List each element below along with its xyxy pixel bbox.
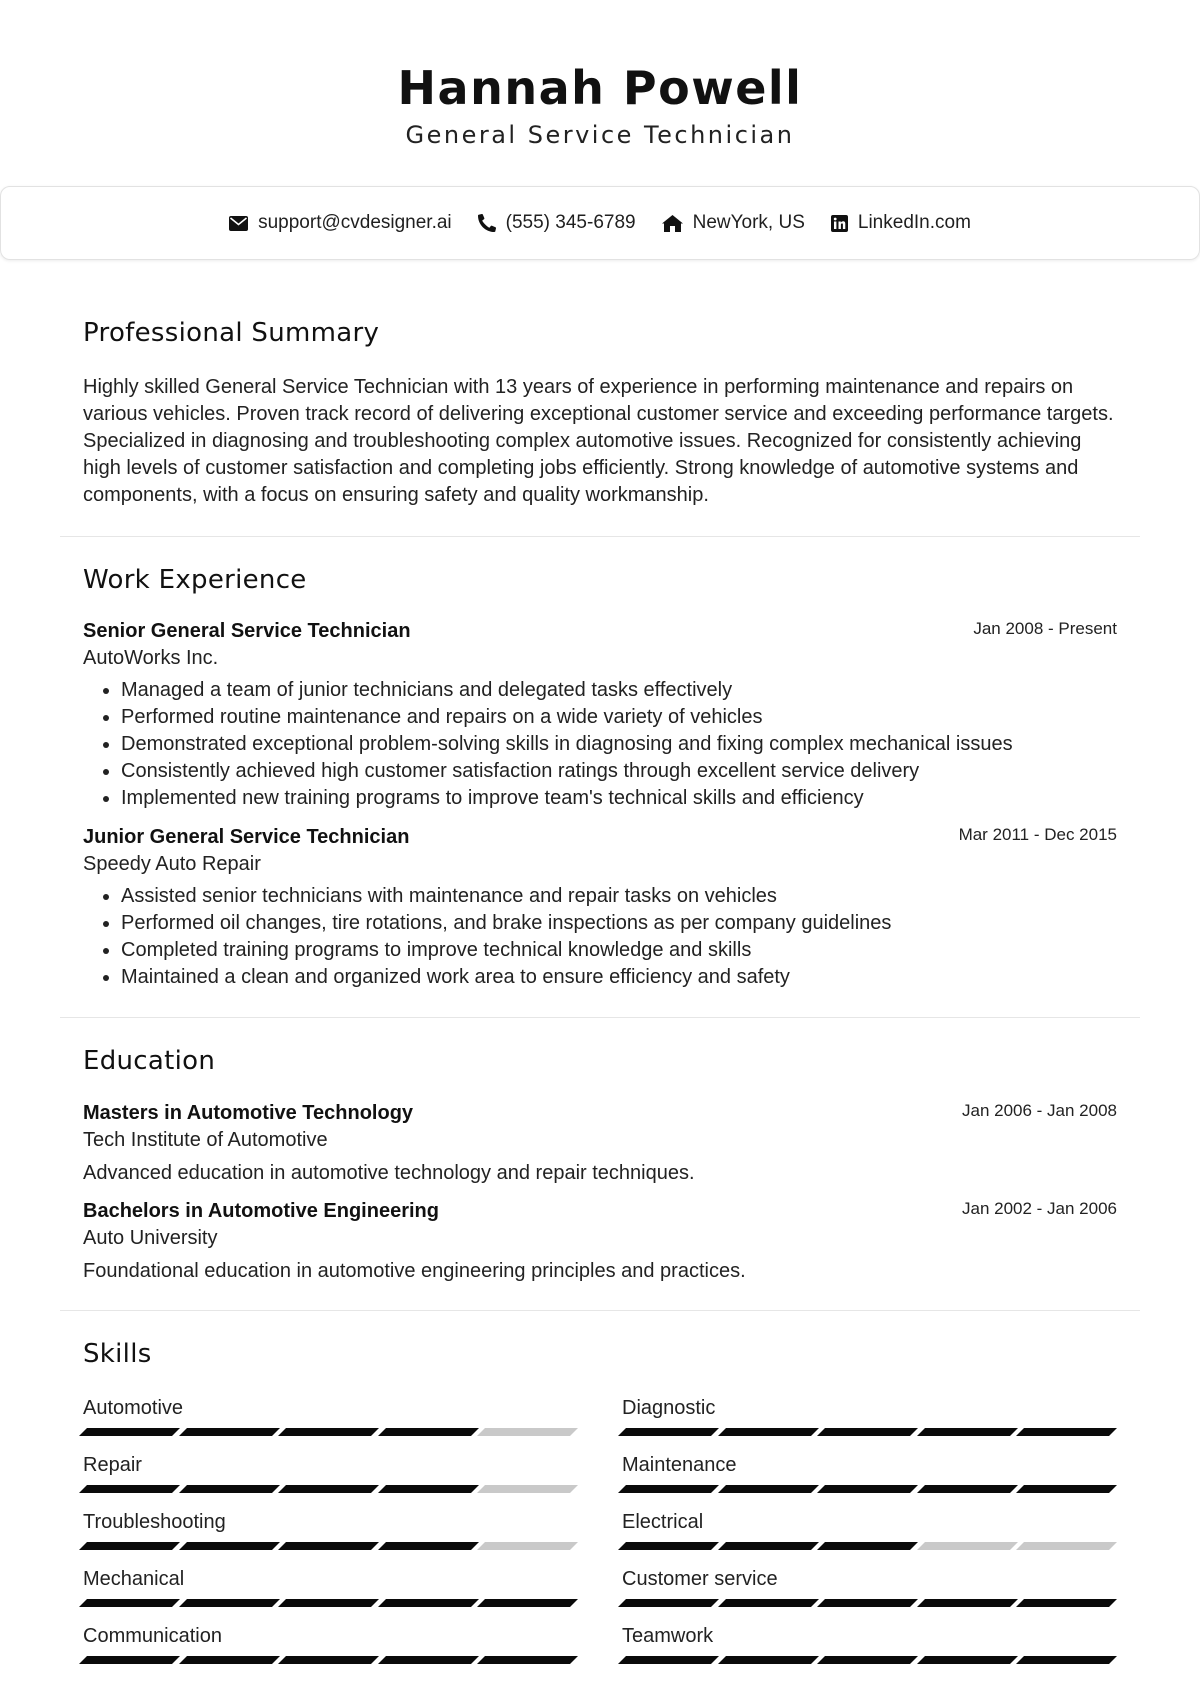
- skill-name: Communication: [83, 1625, 222, 1647]
- skill-level-segment: [378, 1656, 479, 1664]
- job-company: Speedy Auto Repair: [83, 853, 261, 875]
- skill-level-segment: [618, 1656, 719, 1664]
- skill-name: Mechanical: [83, 1568, 185, 1590]
- skill-level-bar: [83, 1428, 574, 1436]
- skill-name: Troubleshooting: [83, 1511, 226, 1533]
- skill-level-segment: [718, 1542, 819, 1550]
- skill-level-segment: [179, 1656, 280, 1664]
- skill-level-segment: [917, 1599, 1018, 1607]
- skill-level-segment: [1016, 1656, 1117, 1664]
- skill-item: [83, 1509, 574, 1566]
- skill-level-segment: [378, 1428, 479, 1436]
- skill-level-segment: [718, 1656, 819, 1664]
- list-item: • Performed oil changes, tire rotations, and brake inspections as per company guidelines: [121, 910, 1117, 937]
- list-item: • Consistently achieved high customer satisfaction ratings through excellent service delivery: [121, 758, 1117, 785]
- skill-name: Automotive: [83, 1397, 184, 1419]
- list-item: • Demonstrated exceptional problem-solving skills in diagnosing and fixing complex mechanical issues: [121, 731, 1117, 758]
- contact-location: [662, 212, 805, 234]
- skill-level-segment: [618, 1542, 719, 1550]
- skill-level-bar: [83, 1485, 574, 1493]
- skill-level-segment: [817, 1485, 918, 1493]
- education-section: [60, 1018, 1140, 1310]
- school-name: Tech Institute of Automotive: [83, 1129, 328, 1151]
- education-description: Foundational education in automotive engineering principles and practices.: [83, 1260, 746, 1282]
- job-bullets: [83, 883, 1117, 991]
- skill-level-segment: [378, 1485, 479, 1493]
- phone-icon: [478, 214, 496, 232]
- skill-level-segment: [917, 1656, 1018, 1664]
- skill-level-segment: [817, 1428, 918, 1436]
- skill-level-segment: [817, 1542, 918, 1550]
- skill-name: Teamwork: [622, 1625, 714, 1647]
- home-icon: [662, 215, 683, 232]
- skill-level-segment: [79, 1599, 180, 1607]
- skill-level-segment: [817, 1656, 918, 1664]
- candidate-name: Hannah Powell: [397, 61, 803, 115]
- skill-name: Electrical: [622, 1511, 704, 1533]
- job-date: Jan 2008 - Present: [973, 619, 1117, 638]
- skill-item: [83, 1623, 574, 1680]
- degree-title: Bachelors in Automotive Engineering: [83, 1200, 439, 1222]
- summary-heading: Professional Summary: [83, 318, 380, 348]
- skill-level-segment: [378, 1542, 479, 1550]
- summary-section: [60, 300, 1140, 536]
- education-entry: [83, 1100, 1117, 1186]
- skill-item: [83, 1395, 574, 1452]
- education-date: Jan 2006 - Jan 2008: [961, 1101, 1117, 1120]
- skill-level-segment: [179, 1542, 280, 1550]
- skill-level-segment: [477, 1428, 578, 1436]
- skill-level-segment: [278, 1599, 379, 1607]
- skill-item: [622, 1623, 1113, 1680]
- skill-level-segment: [718, 1599, 819, 1607]
- skill-level-bar: [622, 1428, 1113, 1436]
- education-entry: [83, 1198, 1117, 1284]
- skill-item: [622, 1566, 1113, 1623]
- skills-section: [60, 1311, 1140, 1680]
- skill-level-segment: [79, 1542, 180, 1550]
- skill-level-segment: [917, 1485, 1018, 1493]
- skill-level-segment: [477, 1485, 578, 1493]
- phone-text: (555) 345-6789: [505, 212, 636, 233]
- experience-heading: Work Experience: [83, 565, 307, 595]
- skill-level-bar: [622, 1485, 1113, 1493]
- list-item: • Completed training programs to improve technical knowledge and skills: [121, 937, 1117, 964]
- skill-level-segment: [618, 1599, 719, 1607]
- education-heading: Education: [83, 1046, 216, 1076]
- skill-level-segment: [917, 1542, 1018, 1550]
- skill-name: Maintenance: [622, 1454, 737, 1476]
- list-item: • Managed a team of junior technicians and delegated tasks effectively: [121, 677, 1117, 704]
- skill-level-segment: [718, 1485, 819, 1493]
- skill-item: [622, 1452, 1113, 1509]
- skill-level-bar: [622, 1599, 1113, 1607]
- job-date: Mar 2011 - Dec 2015: [958, 825, 1117, 844]
- skill-item: [83, 1452, 574, 1509]
- location-text: NewYork, US: [692, 212, 805, 233]
- skill-level-segment: [917, 1428, 1018, 1436]
- skill-level-bar: [622, 1656, 1113, 1664]
- skill-level-segment: [1016, 1428, 1117, 1436]
- skill-level-segment: [179, 1599, 280, 1607]
- skill-level-segment: [618, 1428, 719, 1436]
- skill-item: [622, 1395, 1113, 1452]
- skill-level-segment: [179, 1485, 280, 1493]
- list-item: • Implemented new training programs to improve team's technical skills and efficiency: [121, 785, 1117, 812]
- contact-phone[interactable]: [478, 212, 636, 234]
- list-item: • Assisted senior technicians with maintenance and repair tasks on vehicles: [121, 883, 1117, 910]
- skill-level-bar: [83, 1656, 574, 1664]
- contact-linkedin[interactable]: [831, 212, 971, 234]
- skill-name: Customer service: [622, 1568, 778, 1590]
- skill-level-segment: [179, 1428, 280, 1436]
- experience-section: [60, 537, 1140, 1017]
- list-item: • Performed routine maintenance and repairs on a wide variety of vehicles: [121, 704, 1117, 731]
- skills-heading: Skills: [83, 1339, 152, 1369]
- job-bullets: [83, 677, 1117, 812]
- skill-level-segment: [718, 1428, 819, 1436]
- skill-level-segment: [477, 1599, 578, 1607]
- skill-item: [83, 1566, 574, 1623]
- skill-level-segment: [477, 1656, 578, 1664]
- skill-level-segment: [278, 1542, 379, 1550]
- skill-level-segment: [278, 1656, 379, 1664]
- skill-name: Repair: [83, 1454, 142, 1476]
- skill-level-segment: [378, 1599, 479, 1607]
- job-entry: [83, 618, 1117, 812]
- candidate-title: General Service Technician: [405, 121, 795, 149]
- skill-level-segment: [817, 1599, 918, 1607]
- linkedin-icon: [831, 215, 848, 232]
- contact-email[interactable]: [229, 212, 452, 234]
- skill-level-segment: [618, 1485, 719, 1493]
- skill-level-segment: [79, 1428, 180, 1436]
- job-company: AutoWorks Inc.: [83, 647, 219, 669]
- skill-level-segment: [278, 1485, 379, 1493]
- skill-level-segment: [79, 1656, 180, 1664]
- list-item: • Maintained a clean and organized work area to ensure efficiency and safety: [121, 964, 1117, 991]
- education-date: Jan 2002 - Jan 2006: [961, 1199, 1117, 1218]
- skill-level-bar: [83, 1599, 574, 1607]
- skill-level-segment: [278, 1428, 379, 1436]
- resume-header: [0, 0, 1200, 150]
- education-description: Advanced education in automotive technology and repair techniques.: [83, 1162, 695, 1184]
- skill-name: Diagnostic: [622, 1397, 716, 1419]
- envelope-icon: [229, 216, 248, 231]
- skill-level-segment: [1016, 1542, 1117, 1550]
- skill-level-segment: [79, 1485, 180, 1493]
- skills-grid: [83, 1395, 1117, 1680]
- skill-level-bar: [622, 1542, 1113, 1550]
- school-name: Auto University: [83, 1227, 218, 1249]
- job-title: Senior General Service Technician: [83, 620, 411, 642]
- skill-level-segment: [1016, 1599, 1117, 1607]
- skill-level-segment: [1016, 1485, 1117, 1493]
- email-text: support@cvdesigner.ai: [258, 212, 452, 233]
- skill-item: [622, 1509, 1113, 1566]
- job-title: Junior General Service Technician: [83, 826, 410, 848]
- contact-bar: [0, 186, 1200, 260]
- linkedin-text: LinkedIn.com: [857, 212, 971, 233]
- summary-text: Highly skilled General Service Technician with 13 years of experience in performing maintenance and repairs on various vehicles. Proven track record of delivering exceptional customer service and exceeding performance targets. Specialized in diagnosing and troubleshooting complex automotive issues. Recognized for consistently achieving high levels of customer satisfaction and completing jobs efficiently. Strong knowledge of automotive systems and components, with a focus on ensuring safety and quality workmanship.: [83, 376, 1114, 506]
- resume-body: [60, 300, 1140, 1680]
- degree-title: Masters in Automotive Technology: [83, 1102, 414, 1124]
- skill-level-bar: [83, 1542, 574, 1550]
- job-entry: [83, 824, 1117, 991]
- skill-level-segment: [477, 1542, 578, 1550]
